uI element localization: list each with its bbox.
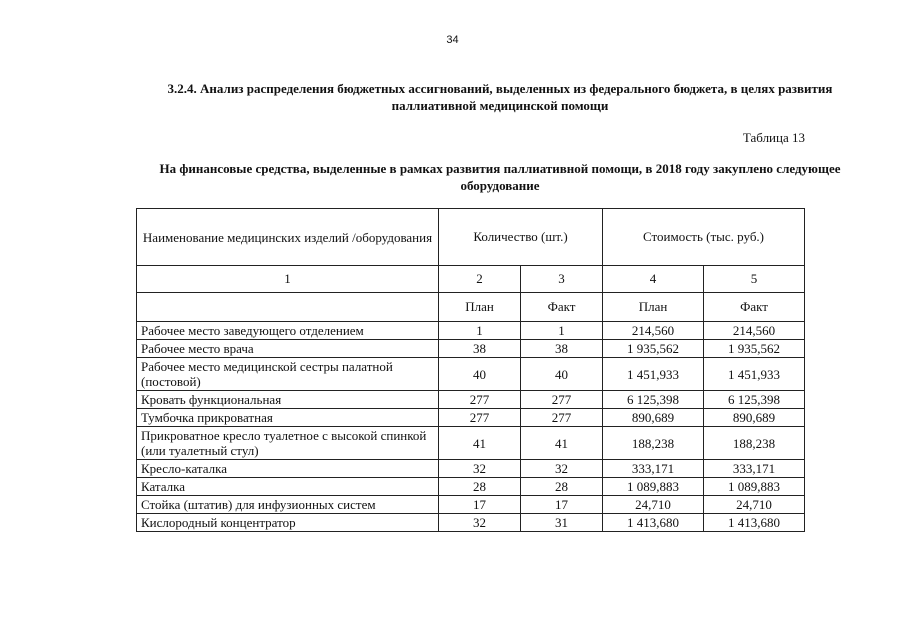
sub-header-qty-fact: Факт	[521, 293, 603, 322]
table-row	[137, 340, 805, 358]
row-qty-fact: 277	[521, 409, 603, 427]
sub-header-cost-plan: План	[603, 293, 704, 322]
equipment-table	[136, 208, 805, 532]
row-name: Кислородный концентратор	[137, 514, 439, 532]
table-row	[137, 478, 805, 496]
table-row	[137, 391, 805, 409]
row-cost-fact: 1 413,680	[704, 514, 805, 532]
column-number-3: 3	[521, 266, 603, 293]
row-name: Стойка (штатив) для инфузионных систем	[137, 496, 439, 514]
row-qty-fact: 1	[521, 322, 603, 340]
column-number-5: 5	[704, 266, 805, 293]
row-name: Прикроватное кресло туалетное с высокой спинкой (или туалетный стул)	[137, 427, 439, 460]
column-number-4: 4	[603, 266, 704, 293]
row-cost-plan: 1 451,933	[603, 358, 704, 391]
row-cost-fact: 1 451,933	[704, 358, 805, 391]
row-qty-plan: 1	[439, 322, 521, 340]
row-cost-fact: 188,238	[704, 427, 805, 460]
row-cost-fact: 214,560	[704, 322, 805, 340]
row-qty-fact: 31	[521, 514, 603, 532]
row-cost-plan: 188,238	[603, 427, 704, 460]
row-cost-plan: 214,560	[603, 322, 704, 340]
header-cost: Стоимость (тыс. руб.)	[603, 209, 805, 266]
row-qty-plan: 28	[439, 478, 521, 496]
row-cost-plan: 1 413,680	[603, 514, 704, 532]
row-cost-plan: 333,171	[603, 460, 704, 478]
row-cost-fact: 890,689	[704, 409, 805, 427]
row-name: Кресло-каталка	[137, 460, 439, 478]
row-name: Рабочее место врача	[137, 340, 439, 358]
row-qty-fact: 17	[521, 496, 603, 514]
row-cost-plan: 24,710	[603, 496, 704, 514]
sub-header-qty-plan: План	[439, 293, 521, 322]
column-number-2: 2	[439, 266, 521, 293]
row-name: Рабочее место заведующего отделением	[137, 322, 439, 340]
section-title: 3.2.4. Анализ распределения бюджетных ассигнований, выделенных из федерального бюджета, в целях развития паллиативной медицинской помощи	[167, 81, 833, 113]
row-name: Кровать функциональная	[137, 391, 439, 409]
table-row	[137, 496, 805, 514]
row-qty-plan: 40	[439, 358, 521, 391]
row-qty-plan: 41	[439, 427, 521, 460]
table-row	[137, 427, 805, 460]
row-cost-fact: 6 125,398	[704, 391, 805, 409]
row-qty-plan: 277	[439, 391, 521, 409]
row-qty-plan: 38	[439, 340, 521, 358]
row-qty-fact: 40	[521, 358, 603, 391]
column-number-1: 1	[137, 266, 439, 293]
row-name: Тумбочка прикроватная	[137, 409, 439, 427]
table-row	[137, 322, 805, 340]
row-qty-plan: 32	[439, 460, 521, 478]
table-row	[137, 514, 805, 532]
row-qty-fact: 41	[521, 427, 603, 460]
table-row	[137, 409, 805, 427]
page-number: 34	[446, 34, 459, 46]
row-qty-fact: 277	[521, 391, 603, 409]
row-name: Рабочее место медицинской сестры палатной (постовой)	[137, 358, 439, 391]
row-cost-plan: 1 935,562	[603, 340, 704, 358]
row-cost-fact: 24,710	[704, 496, 805, 514]
row-qty-plan: 17	[439, 496, 521, 514]
row-cost-fact: 333,171	[704, 460, 805, 478]
row-qty-fact: 32	[521, 460, 603, 478]
header-name: Наименование медицинских изделий /оборудования	[137, 209, 439, 266]
sub-header-empty	[137, 293, 439, 322]
row-qty-fact: 28	[521, 478, 603, 496]
row-name: Каталка	[137, 478, 439, 496]
row-cost-plan: 890,689	[603, 409, 704, 427]
table-row	[137, 460, 805, 478]
row-cost-fact: 1 089,883	[704, 478, 805, 496]
row-cost-plan: 1 089,883	[603, 478, 704, 496]
row-qty-fact: 38	[521, 340, 603, 358]
table-label: Таблица 13	[742, 130, 805, 145]
table-caption: На финансовые средства, выделенные в рамках развития паллиативной помощи, в 2018 году закуплено следующее оборудование	[159, 161, 841, 193]
row-cost-plan: 6 125,398	[603, 391, 704, 409]
table-row	[137, 358, 805, 391]
sub-header-cost-fact: Факт	[704, 293, 805, 322]
row-qty-plan: 277	[439, 409, 521, 427]
header-quantity: Количество (шт.)	[439, 209, 603, 266]
row-qty-plan: 32	[439, 514, 521, 532]
row-cost-fact: 1 935,562	[704, 340, 805, 358]
